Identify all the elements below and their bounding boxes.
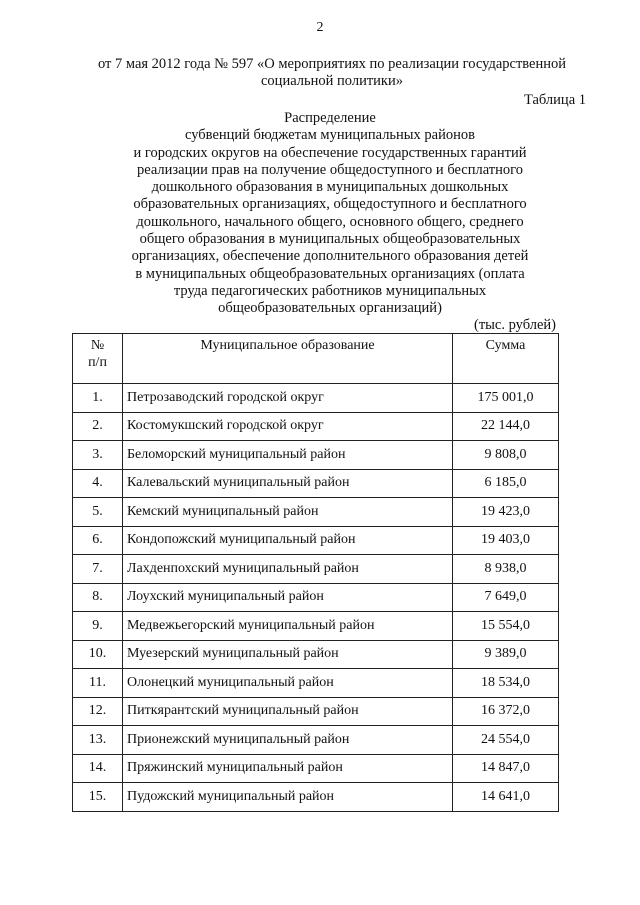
document-heading [100,110,560,318]
row-sum: 19 423,0 [453,498,559,527]
row-municipality: Калевальский муниципальный район [123,469,453,498]
subventions-table [72,333,559,812]
heading-line: реализации прав на получение общедоступного и бесплатного [137,161,523,178]
row-municipality: Лоухский муниципальный район [123,583,453,612]
heading-line: в муниципальных общеобразовательных организациях (оплата [135,265,525,282]
header-number-abbr: п/п [88,355,107,370]
row-number: 6. [73,526,123,555]
table-row [73,498,559,527]
row-number: 3. [73,441,123,470]
row-municipality: Кемский муниципальный район [123,498,453,527]
row-number: 1. [73,384,123,413]
table-row [73,412,559,441]
table-row [73,384,559,413]
row-sum: 15 554,0 [453,612,559,641]
table-row [73,583,559,612]
heading-line: общеобразовательных организаций) [218,300,442,317]
heading-line: труда педагогических работников муниципальных [173,282,487,299]
row-number: 15. [73,783,123,812]
row-sum: 24 554,0 [453,726,559,755]
heading-line: Распределение [284,110,376,126]
row-number: 4. [73,469,123,498]
heading-line: субвенций бюджетам муниципальных районов [185,127,475,144]
row-municipality: Пряжинский муниципальный район [123,754,453,783]
table-header-row [73,334,559,384]
row-sum: 9 808,0 [453,441,559,470]
row-number: 11. [73,669,123,698]
row-sum: 9 389,0 [453,640,559,669]
header-number [73,334,123,384]
heading-line: дошкольного, начального общего, основного общего, среднего [136,213,524,230]
row-municipality: Медвежьегорский муниципальный район [123,612,453,641]
table-label: Таблица 1 [523,92,586,108]
table-row [73,783,559,812]
header-number-symbol: № [90,338,105,353]
table-row [73,441,559,470]
table-row [73,754,559,783]
row-sum: 14 847,0 [453,754,559,783]
row-municipality: Лахденпохский муниципальный район [123,555,453,584]
units-label: (тыс. рублей) [474,317,556,333]
table-row [73,669,559,698]
row-number: 12. [73,697,123,726]
row-sum: 22 144,0 [453,412,559,441]
heading-line: дошкольного образования в муниципальных дошкольных [151,179,509,196]
row-municipality: Петрозаводский городской округ [123,384,453,413]
row-municipality: Прионежский муниципальный район [123,726,453,755]
decree-line: социальной политики» [261,73,403,89]
decree-reference [72,56,592,90]
table-row [73,469,559,498]
heading-line: организациях, обеспечение дополнительного образования детей [131,248,529,265]
row-number: 5. [73,498,123,527]
heading-line: общего образования в муниципальных общеобразовательных [139,231,521,248]
row-municipality: Олонецкий муниципальный район [123,669,453,698]
table-row [73,640,559,669]
table-row [73,697,559,726]
header-municipality: Муниципальное образование [123,334,453,384]
row-municipality: Костомукшский городской округ [123,412,453,441]
decree-line: от 7 мая 2012 года № 597 «О мероприятиях по реализации государственной [97,56,567,72]
row-number: 2. [73,412,123,441]
table-row [73,555,559,584]
heading-line: и городских округов на обеспечение государственных гарантий [133,144,527,161]
row-municipality: Муезерский муниципальный район [123,640,453,669]
row-sum: 7 649,0 [453,583,559,612]
row-municipality: Пудожский муниципальный район [123,783,453,812]
table-row [73,726,559,755]
row-number: 13. [73,726,123,755]
row-sum: 18 534,0 [453,669,559,698]
header-sum: Сумма [453,334,559,384]
row-sum: 6 185,0 [453,469,559,498]
table-row [73,526,559,555]
row-municipality: Беломорский муниципальный район [123,441,453,470]
row-sum: 14 641,0 [453,783,559,812]
table-row [73,612,559,641]
row-sum: 19 403,0 [453,526,559,555]
row-number: 7. [73,555,123,584]
heading-line: образовательных организациях, общедоступного и бесплатного [133,196,527,213]
row-municipality: Питкярантский муниципальный район [123,697,453,726]
row-number: 10. [73,640,123,669]
row-municipality: Кондопожский муниципальный район [123,526,453,555]
page-number: 2 [316,20,324,35]
row-number: 14. [73,754,123,783]
row-number: 8. [73,583,123,612]
row-sum: 16 372,0 [453,697,559,726]
row-number: 9. [73,612,123,641]
row-sum: 175 001,0 [453,384,559,413]
row-sum: 8 938,0 [453,555,559,584]
